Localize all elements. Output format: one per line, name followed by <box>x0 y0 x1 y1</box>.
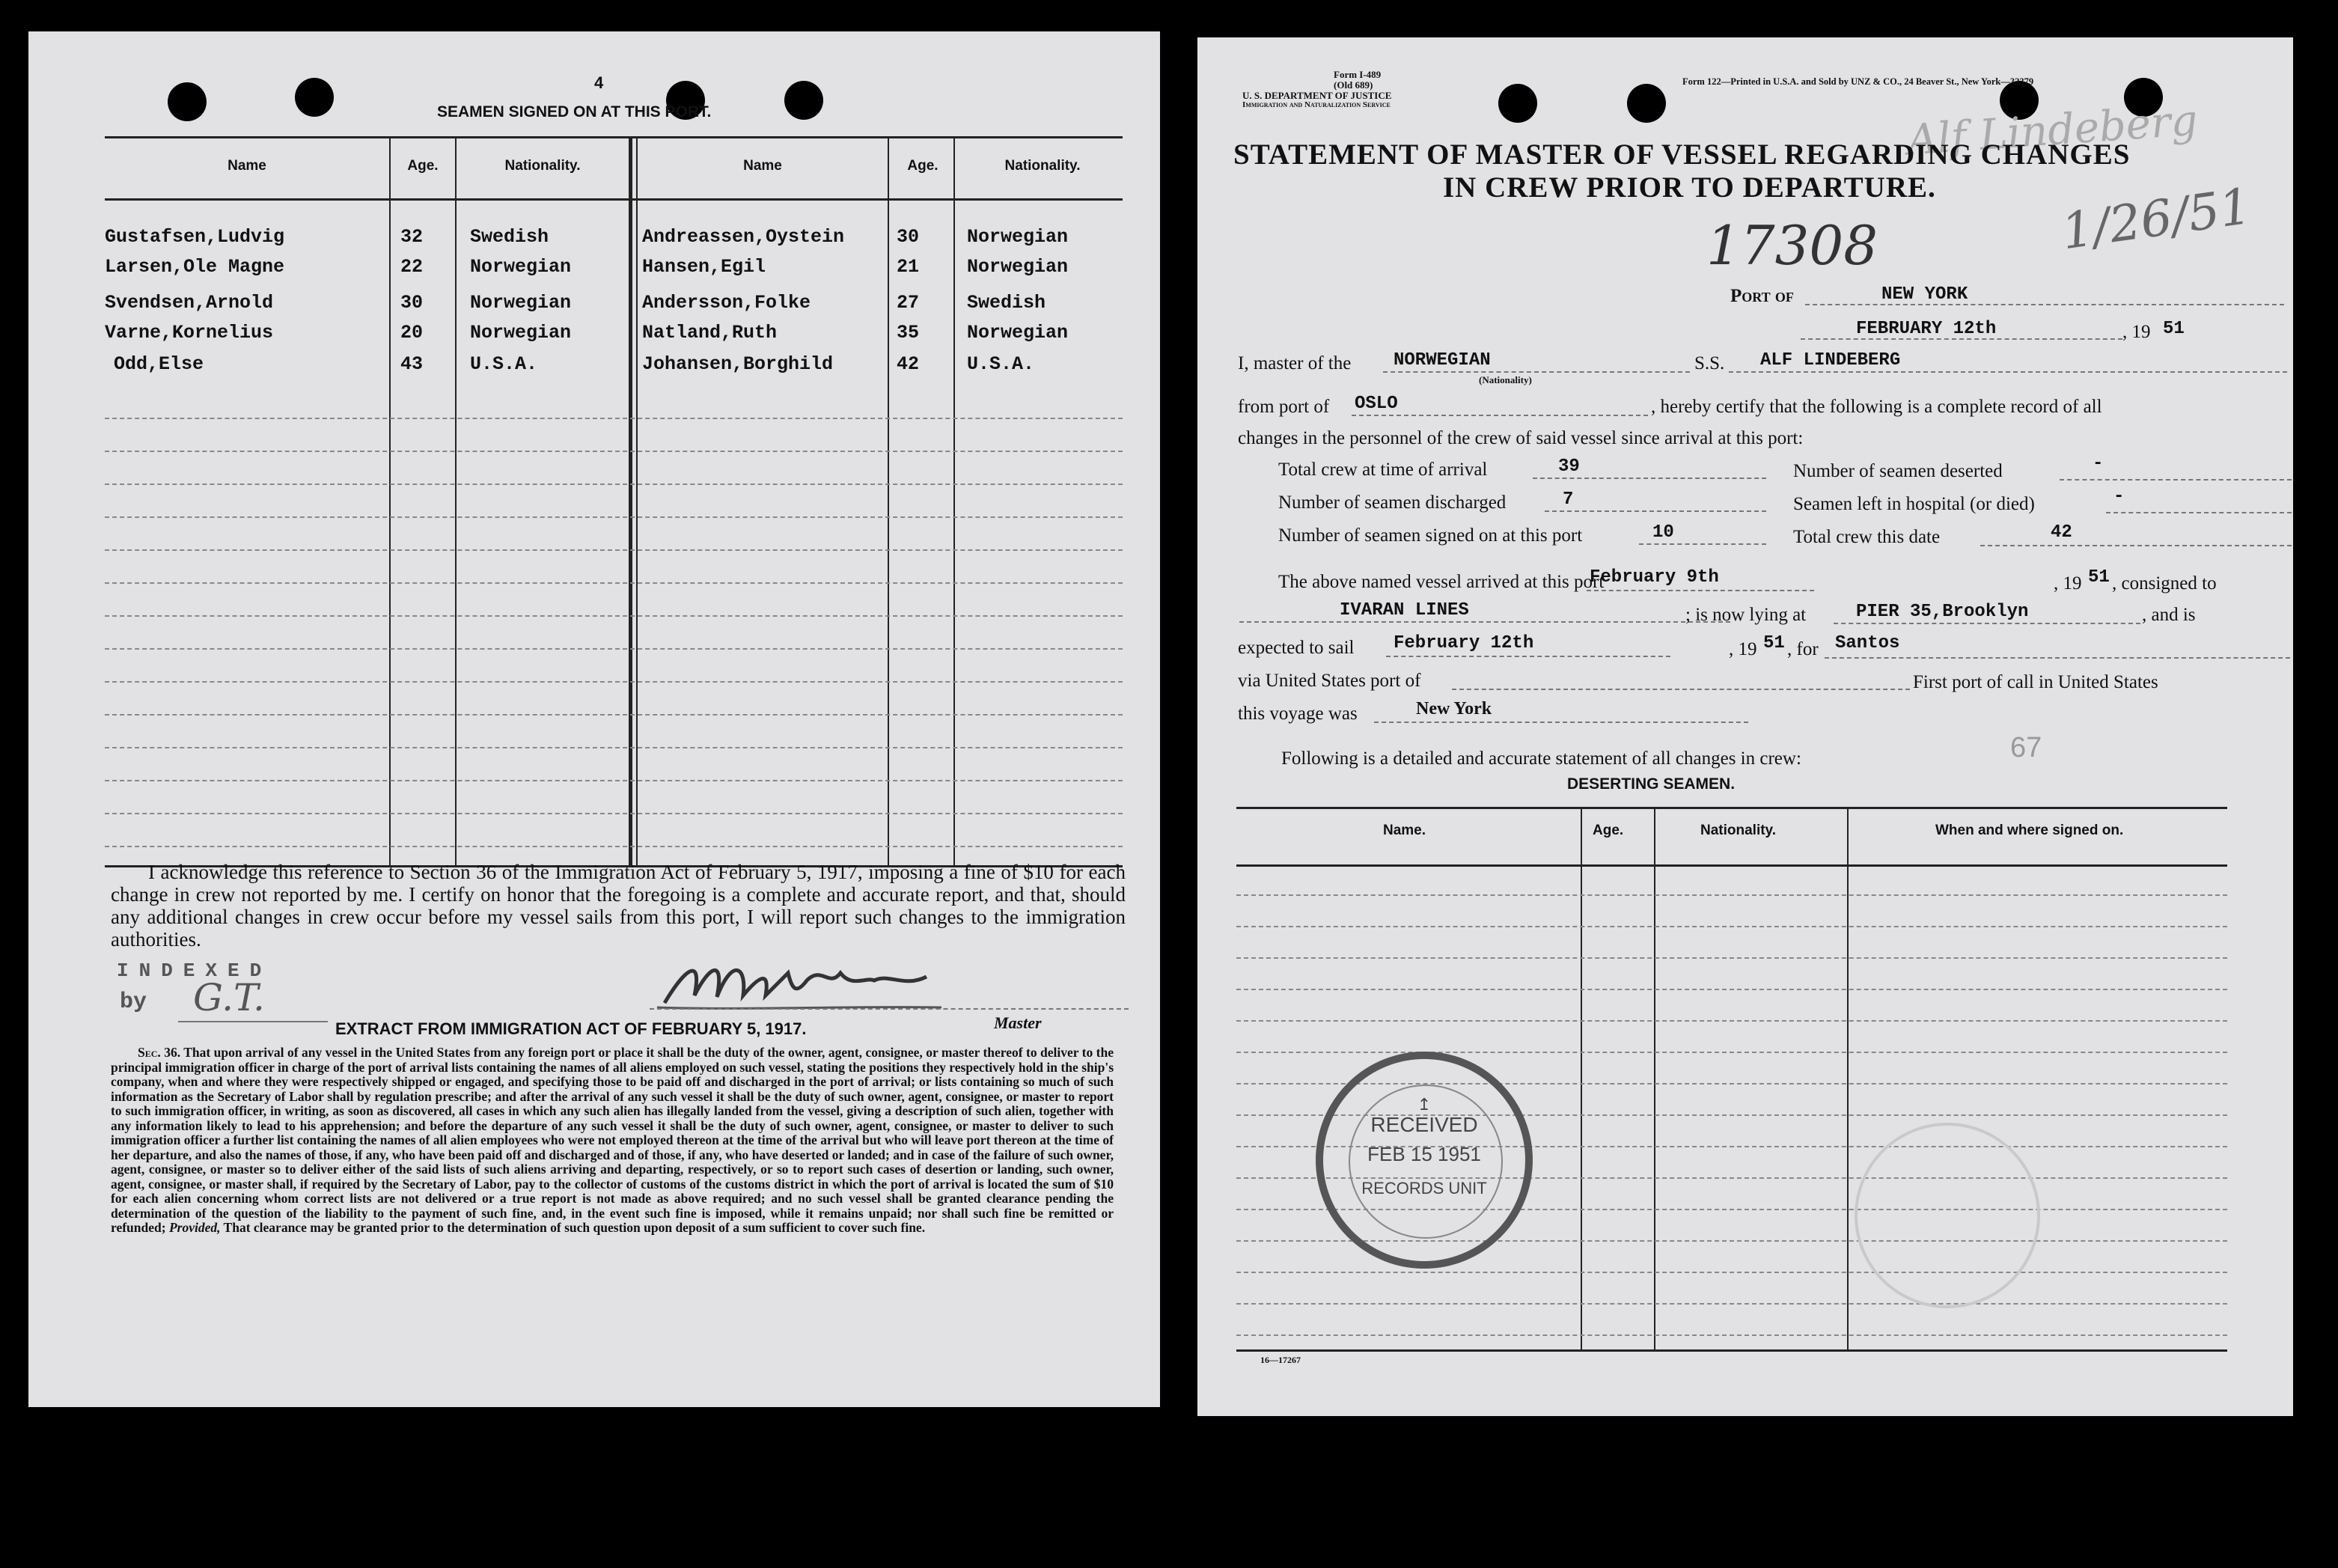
cell-name: Andreassen,Oystein <box>642 226 845 248</box>
row-divider <box>1236 926 2227 927</box>
col-age-2: Age. <box>907 158 938 174</box>
title-line-2: IN CREW PRIOR TO DEPARTURE. <box>1443 171 1936 204</box>
cell-nat: Norwegian <box>967 256 1069 278</box>
cell-nat: Norwegian <box>470 256 572 278</box>
row-divider <box>105 516 1123 518</box>
sec36-label: Sec. 36. <box>138 1045 181 1060</box>
arrived-label: The above named vessel arrived at this port <box>1278 572 1605 592</box>
row-divider <box>1236 1052 2227 1053</box>
row-divider <box>1236 1020 2227 1022</box>
row-divider <box>1236 1334 2227 1336</box>
col-age: Age. <box>1593 823 1624 838</box>
cell-nat: Swedish <box>967 292 1046 314</box>
sec36-end: That clearance may be granted prior to the determination of such question upon deposit of a sum sufficient to cover such fine. <box>223 1220 926 1235</box>
cell-name: Odd,Else <box>114 353 204 375</box>
indexed-stamp: INDEXED <box>117 960 272 982</box>
arrived-year-prefix: , 19 <box>2054 573 2082 594</box>
cell-nat: U.S.A. <box>470 353 538 375</box>
table-row <box>105 286 1123 319</box>
arrived-date: February 9th <box>1590 567 1719 588</box>
sail-date: February 12th <box>1394 633 1534 653</box>
cell-name: Johansen,Borghild <box>642 353 834 375</box>
row-divider <box>105 648 1123 650</box>
by-label: by <box>120 989 147 1015</box>
sec36-provided: Provided, <box>168 1220 221 1235</box>
cell-name: Andersson,Folke <box>642 292 811 314</box>
discharged-label: Number of seamen discharged <box>1278 492 1507 513</box>
row-divider <box>1236 957 2227 959</box>
stamp-unit: RECORDS UNIT <box>1361 1179 1487 1198</box>
cell-age: 27 <box>897 292 920 314</box>
col-age-1: Age. <box>407 158 439 174</box>
port-label: Port of <box>1730 286 1794 306</box>
deserting-title: DESERTING SEAMEN. <box>1567 775 1736 793</box>
first-port-value: New York <box>1416 699 1492 719</box>
punch-hole <box>295 78 334 117</box>
page-stamp-number: 67 <box>2010 732 2042 763</box>
port-value: NEW YORK <box>1881 284 1968 305</box>
cell-age: 35 <box>897 322 920 344</box>
cell-age: 32 <box>400 226 424 248</box>
date-value: FEBRUARY 12th <box>1856 319 1997 339</box>
table-header <box>1236 809 2227 867</box>
total-crew-label: Total crew at time of arrival <box>1278 460 1488 480</box>
row-divider <box>105 549 1123 551</box>
cell-name: Gustafsen,Ludvig <box>105 226 285 248</box>
title-line-1: STATEMENT OF MASTER OF VESSEL REGARDING CHANGES <box>1233 138 2131 171</box>
row-divider <box>105 681 1123 683</box>
deserted-label: Number of seamen deserted <box>1793 461 2003 481</box>
handwritten-note: Alf Lindeberg <box>1905 96 2200 165</box>
sail-year-prefix: , 19 <box>1729 639 1757 659</box>
certify-text: , hereby certify that the following is a complete record of all <box>1651 397 2102 417</box>
deserted-value: - <box>2093 454 2104 474</box>
table-row <box>105 250 1123 283</box>
cell-nat: Norwegian <box>967 322 1069 344</box>
consigned-to: , consigned to <box>2112 573 2217 594</box>
from-port-value: OSLO <box>1355 394 1398 414</box>
cell-age: 42 <box>897 353 920 375</box>
row-divider <box>105 582 1123 584</box>
punch-hole <box>1498 84 1537 123</box>
row-divider <box>1236 1272 2227 1273</box>
punch-hole <box>1627 84 1666 123</box>
punch-hole <box>168 82 207 121</box>
row-divider <box>105 846 1123 847</box>
stamp-date: FEB 15 1951 <box>1367 1143 1481 1165</box>
row-divider <box>1236 894 2227 896</box>
row-divider <box>1236 1303 2227 1305</box>
cell-nat: Norwegian <box>967 226 1069 248</box>
printer-note: Form 122—Printed in U.S.A. and Sold by UNZ & CO., 24 Beaver St., New York—32379 <box>1682 76 2034 87</box>
table-header <box>105 138 1123 201</box>
acknowledgement-text: I acknowledge this reference to Section 36 of the Immigration Act of February 5, 1917, imposing a fine of $10 for each change in crew not reported by me. I certify on honor that the foregoing is a complete and accurate report, and that, should any additional changes in crew occur before my vessel sails from this port, I will report such changes to the immigration authorities. <box>111 861 1126 951</box>
cell-age: 30 <box>400 292 424 314</box>
cell-age: 22 <box>400 256 424 278</box>
cell-name: Natland,Ruth <box>642 322 778 344</box>
cell-age: 20 <box>400 322 424 344</box>
punch-hole <box>784 81 823 120</box>
table-row <box>105 220 1123 253</box>
section-36-text <box>111 1046 1114 1236</box>
nationality-caption: (Nationality) <box>1479 374 1532 385</box>
row-divider <box>105 615 1123 617</box>
via-label: via United States port of <box>1238 671 1421 691</box>
master-label: Master <box>994 1013 1042 1032</box>
section-title: SEAMEN SIGNED ON AT THIS PORT. <box>437 103 712 121</box>
nationality-value: NORWEGIAN <box>1394 350 1491 370</box>
cell-nat: Norwegian <box>470 322 572 344</box>
changes-text: changes in the personnel of the crew of said vessel since arrival at this port: <box>1238 428 1804 448</box>
row-divider <box>105 747 1123 748</box>
arrived-year: 51 <box>2088 567 2110 588</box>
vessel-name: ALF LINDEBERG <box>1760 350 1901 370</box>
following-text: Following is a detailed and accurate statement of all changes in crew: <box>1281 748 1801 769</box>
from-port-label: from port of <box>1238 397 1330 417</box>
col-nationality: Nationality. <box>1700 823 1776 838</box>
table-body <box>105 201 1123 865</box>
received-stamp: ↥ RECEIVED FEB 15 1951 RECORDS UNIT <box>1316 1052 1533 1269</box>
table-row <box>105 347 1123 380</box>
row-divider <box>105 483 1123 485</box>
for-label: , for <box>1787 639 1819 659</box>
ss-label: S.S. <box>1694 353 1725 373</box>
year-prefix: , 19 <box>2122 322 2151 342</box>
consignee: IVARAN LINES <box>1340 600 1469 620</box>
row-divider <box>105 714 1123 716</box>
sail-year: 51 <box>1763 633 1785 653</box>
cell-name: Larsen,Ole Magne <box>105 256 285 278</box>
row-divider <box>1236 989 2227 990</box>
signed-on-value: 10 <box>1652 522 1674 543</box>
cell-name: Svendsen,Arnold <box>105 292 274 314</box>
voyage-label: this voyage was <box>1238 704 1358 724</box>
handwritten-date: 1/26/51 <box>2057 177 2255 261</box>
total-today-label: Total crew this date <box>1793 527 1941 547</box>
handwritten-number: 17308 <box>1706 214 1878 277</box>
footer-code: 16—17267 <box>1260 1355 1301 1365</box>
department: U. S. DEPARTMENT OF JUSTICE <box>1242 90 1392 101</box>
cell-age: 43 <box>400 353 424 375</box>
form-old: (Old 689) <box>1334 79 1373 91</box>
year-value: 51 <box>2163 319 2185 339</box>
col-name-1: Name <box>228 158 266 174</box>
signed-on-label: Number of seamen signed on at this port <box>1278 525 1583 546</box>
master-signature <box>642 943 956 1018</box>
cell-nat: Swedish <box>470 226 549 248</box>
total-today-value: 42 <box>2051 522 2072 543</box>
cell-nat: Norwegian <box>470 292 572 314</box>
hospital-label: Seamen left in hospital (or died) <box>1793 494 2035 514</box>
col-nationality-2: Nationality. <box>1004 158 1081 174</box>
form-number: Form I-489 <box>1334 69 1382 80</box>
faded-stamp <box>1855 1123 2040 1308</box>
stamp-received: RECEIVED <box>1370 1113 1478 1136</box>
pier: PIER 35,Brooklyn <box>1856 602 2029 622</box>
extract-title: EXTRACT FROM IMMIGRATION ACT OF FEBRUARY 5, 1917. <box>335 1019 807 1038</box>
cell-name: Varne,Kornelius <box>105 322 274 344</box>
master-of-label: I, master of the <box>1238 353 1352 373</box>
col-name: Name. <box>1383 823 1426 838</box>
indexed-initials: G.T. <box>193 976 265 1019</box>
cell-age: 21 <box>897 256 920 278</box>
row-divider <box>105 418 1123 419</box>
page-number: 4 <box>594 73 604 92</box>
and-is: , and is <box>2142 605 2196 625</box>
sec36-body: That upon arrival of any vessel in the United States from any foreign port or place it shall be the duty of the owner, agent, consignee, or master thereof to deliver to the principal immigration officer in charge of the port of arrival lists containing the names of all aliens employed on such vessel, stating the positions they respectively hold in the ship's company, when and where they were respectively shipped or engaged, and specifying those to be paid off and discharged in the port of arrival; or lists containing so much of such information as the Secretary of Labor shall by regulation prescribe; and after the arrival of any such vessel it shall be the duty of such owner, agent, consignee, or master to report to such immigration officer, in writing, as soon as discovered, all cases in which any such alien has illegally landed from the vessel, giving a description of such alien, together with any information likely to lead to his apprehension; and before the departure of any such vessel it shall be the duty of such owner, agent, consignee, or master to deliver to such immigration officer a further list containing the names of all alien employees who were not employed thereon at the time of the arrival but who will leave port thereon at the time of her departure, and also the names of those, if any, who have been paid off and discharged and of those, if any, who have deserted or landed; and in case of the failure of such owner, agent, consignee, or master so to deliver either of the said lists of such aliens arriving and departing, respectively, or so to report such cases of desertion or landing, such owner, agent, consignee, or master shall, if required by the Secretary of Labor, pay to the collector of customs of the customs district in which the port of arrival is located the sum of $10 for each alien concerning whom correct lists are not delivered or a true report is not made as above required; and no such vessel shall be granted clearance pending the determination of the question of the liability to the payment of such fine, and, in the event such fine is imposed, while it remains unpaid; nor shall such fine be remitted or refunded; <box>111 1045 1114 1235</box>
row-divider <box>105 451 1123 452</box>
row-divider <box>105 813 1123 814</box>
first-port-label: First port of call in United States <box>1913 672 2158 692</box>
col-nationality-1: Nationality. <box>504 158 581 174</box>
expected-label: expected to sail <box>1238 638 1355 658</box>
hospital-value: - <box>2113 486 2125 507</box>
cell-name: Hansen,Egil <box>642 256 766 278</box>
table-row <box>105 316 1123 349</box>
destination: Santos <box>1835 633 1900 653</box>
col-name-2: Name <box>743 158 782 174</box>
discharged-value: 7 <box>1563 489 1574 510</box>
col-when-where: When and where signed on. <box>1935 823 2124 838</box>
service: Immigration and Naturalization Service <box>1242 100 1391 109</box>
row-divider <box>105 780 1123 781</box>
cell-nat: U.S.A. <box>967 353 1035 375</box>
total-crew-value: 39 <box>1558 457 1580 477</box>
lying-at: ; is now lying at <box>1685 605 1807 625</box>
seamen-signed-on-table <box>105 136 1123 867</box>
left-page <box>28 31 1160 1407</box>
cell-age: 30 <box>897 226 920 248</box>
